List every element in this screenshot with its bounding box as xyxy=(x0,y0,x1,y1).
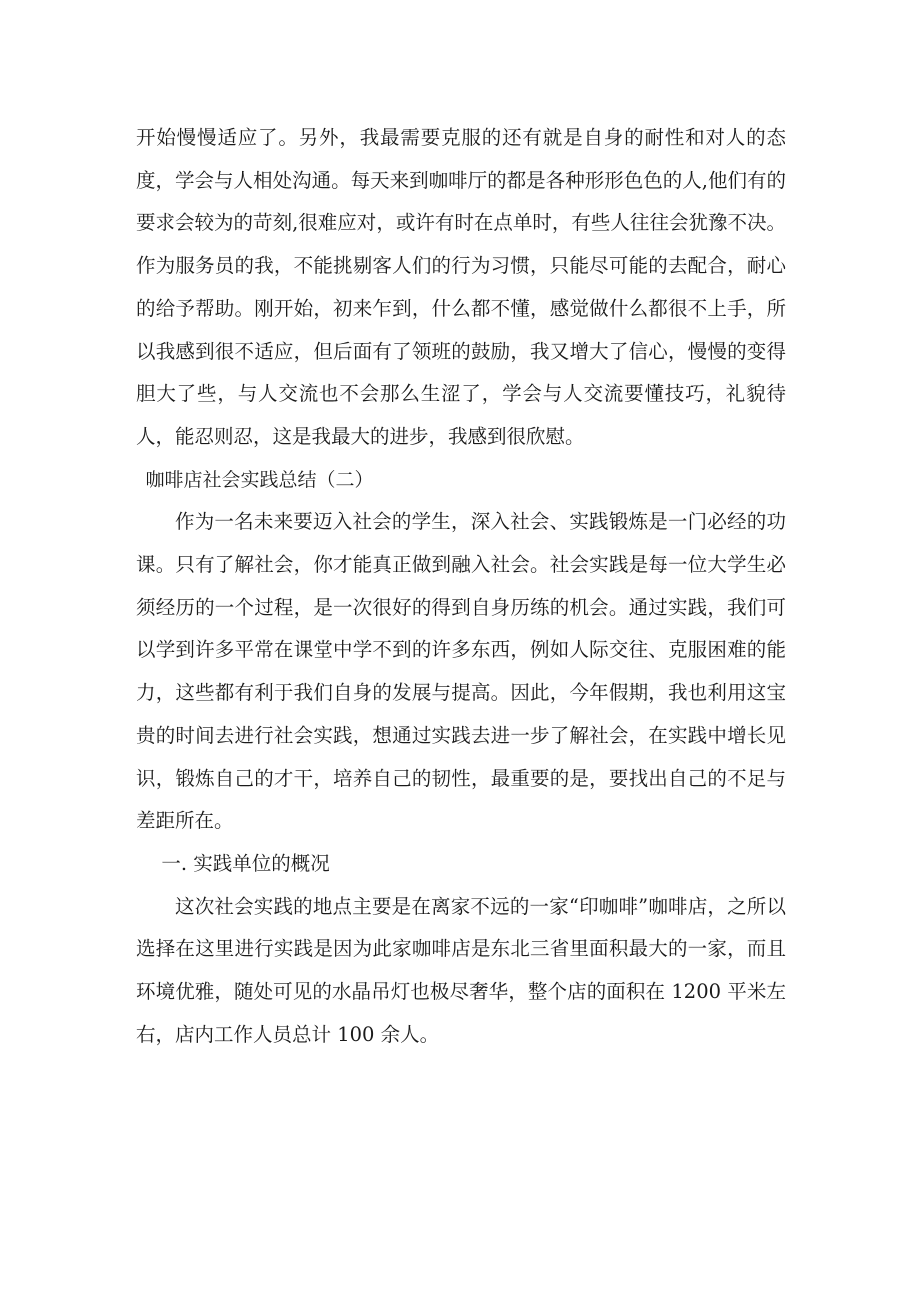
paragraph-continued: 开始慢慢适应了。另外，我最需要克服的还有就是自身的耐性和对人的态度，学会与人相处沟通。每天来到咖啡厅的都是各种形形色色的人,他们有的要求会较为的苛刻,很难应对，或许有时在点单时，有些人往往会犹豫不决。作为服务员的我，不能挑剔客人们的行为习惯，只能尽可能的去配合，耐心的给予帮助。刚开始，初来乍到，什么都不懂，感觉做什么都很不上手，所以我感到很不适应，但后面有了领班的鼓励，我又增大了信心，慢慢的变得胆大了些，与人交流也不会那么生涩了，学会与人交流要懂技巧，礼貌待人，能忍则忍，这是我最大的进步，我感到很欣慰。 xyxy=(136,126,786,448)
subsection-heading: 一. 实践单位的概况 xyxy=(161,851,330,875)
section-title: 咖啡店社会实践总结（二） xyxy=(145,468,374,491)
document-body xyxy=(136,117,786,1056)
paragraph-overview: 这次社会实践的地点主要是在离家不远的一家“印咖啡”咖啡店，之所以选择在这里进行实践是因为此家咖啡店是东北三省里面积最大的一家，而且环境优雅，随处可见的水晶吊灯也极尽奢华，整个店的面积在 1200 平米左右，店内工作人员总计 100 余人。 xyxy=(136,894,786,1046)
paragraph-intro: 作为一名未来要迈入社会的学生，深入社会、实践锻炼是一门必经的功课。只有了解社会，你才能真正做到融入社会。社会实践是每一位大学生必须经历的一个过程，是一次很好的得到自身历练的机会。通过实践，我们可以学到许多平常在课堂中学不到的许多东西，例如人际交往、克服困难的能力，这些都有利于我们自身的发展与提高。因此，今年假期，我也利用这宝贵的时间去进行社会实践，想通过实践去进一步了解社会，在实践中增长见识，锻炼自己的才干，培养自己的韧性，最重要的是，要找出自己的不足与差距所在。 xyxy=(136,510,786,833)
